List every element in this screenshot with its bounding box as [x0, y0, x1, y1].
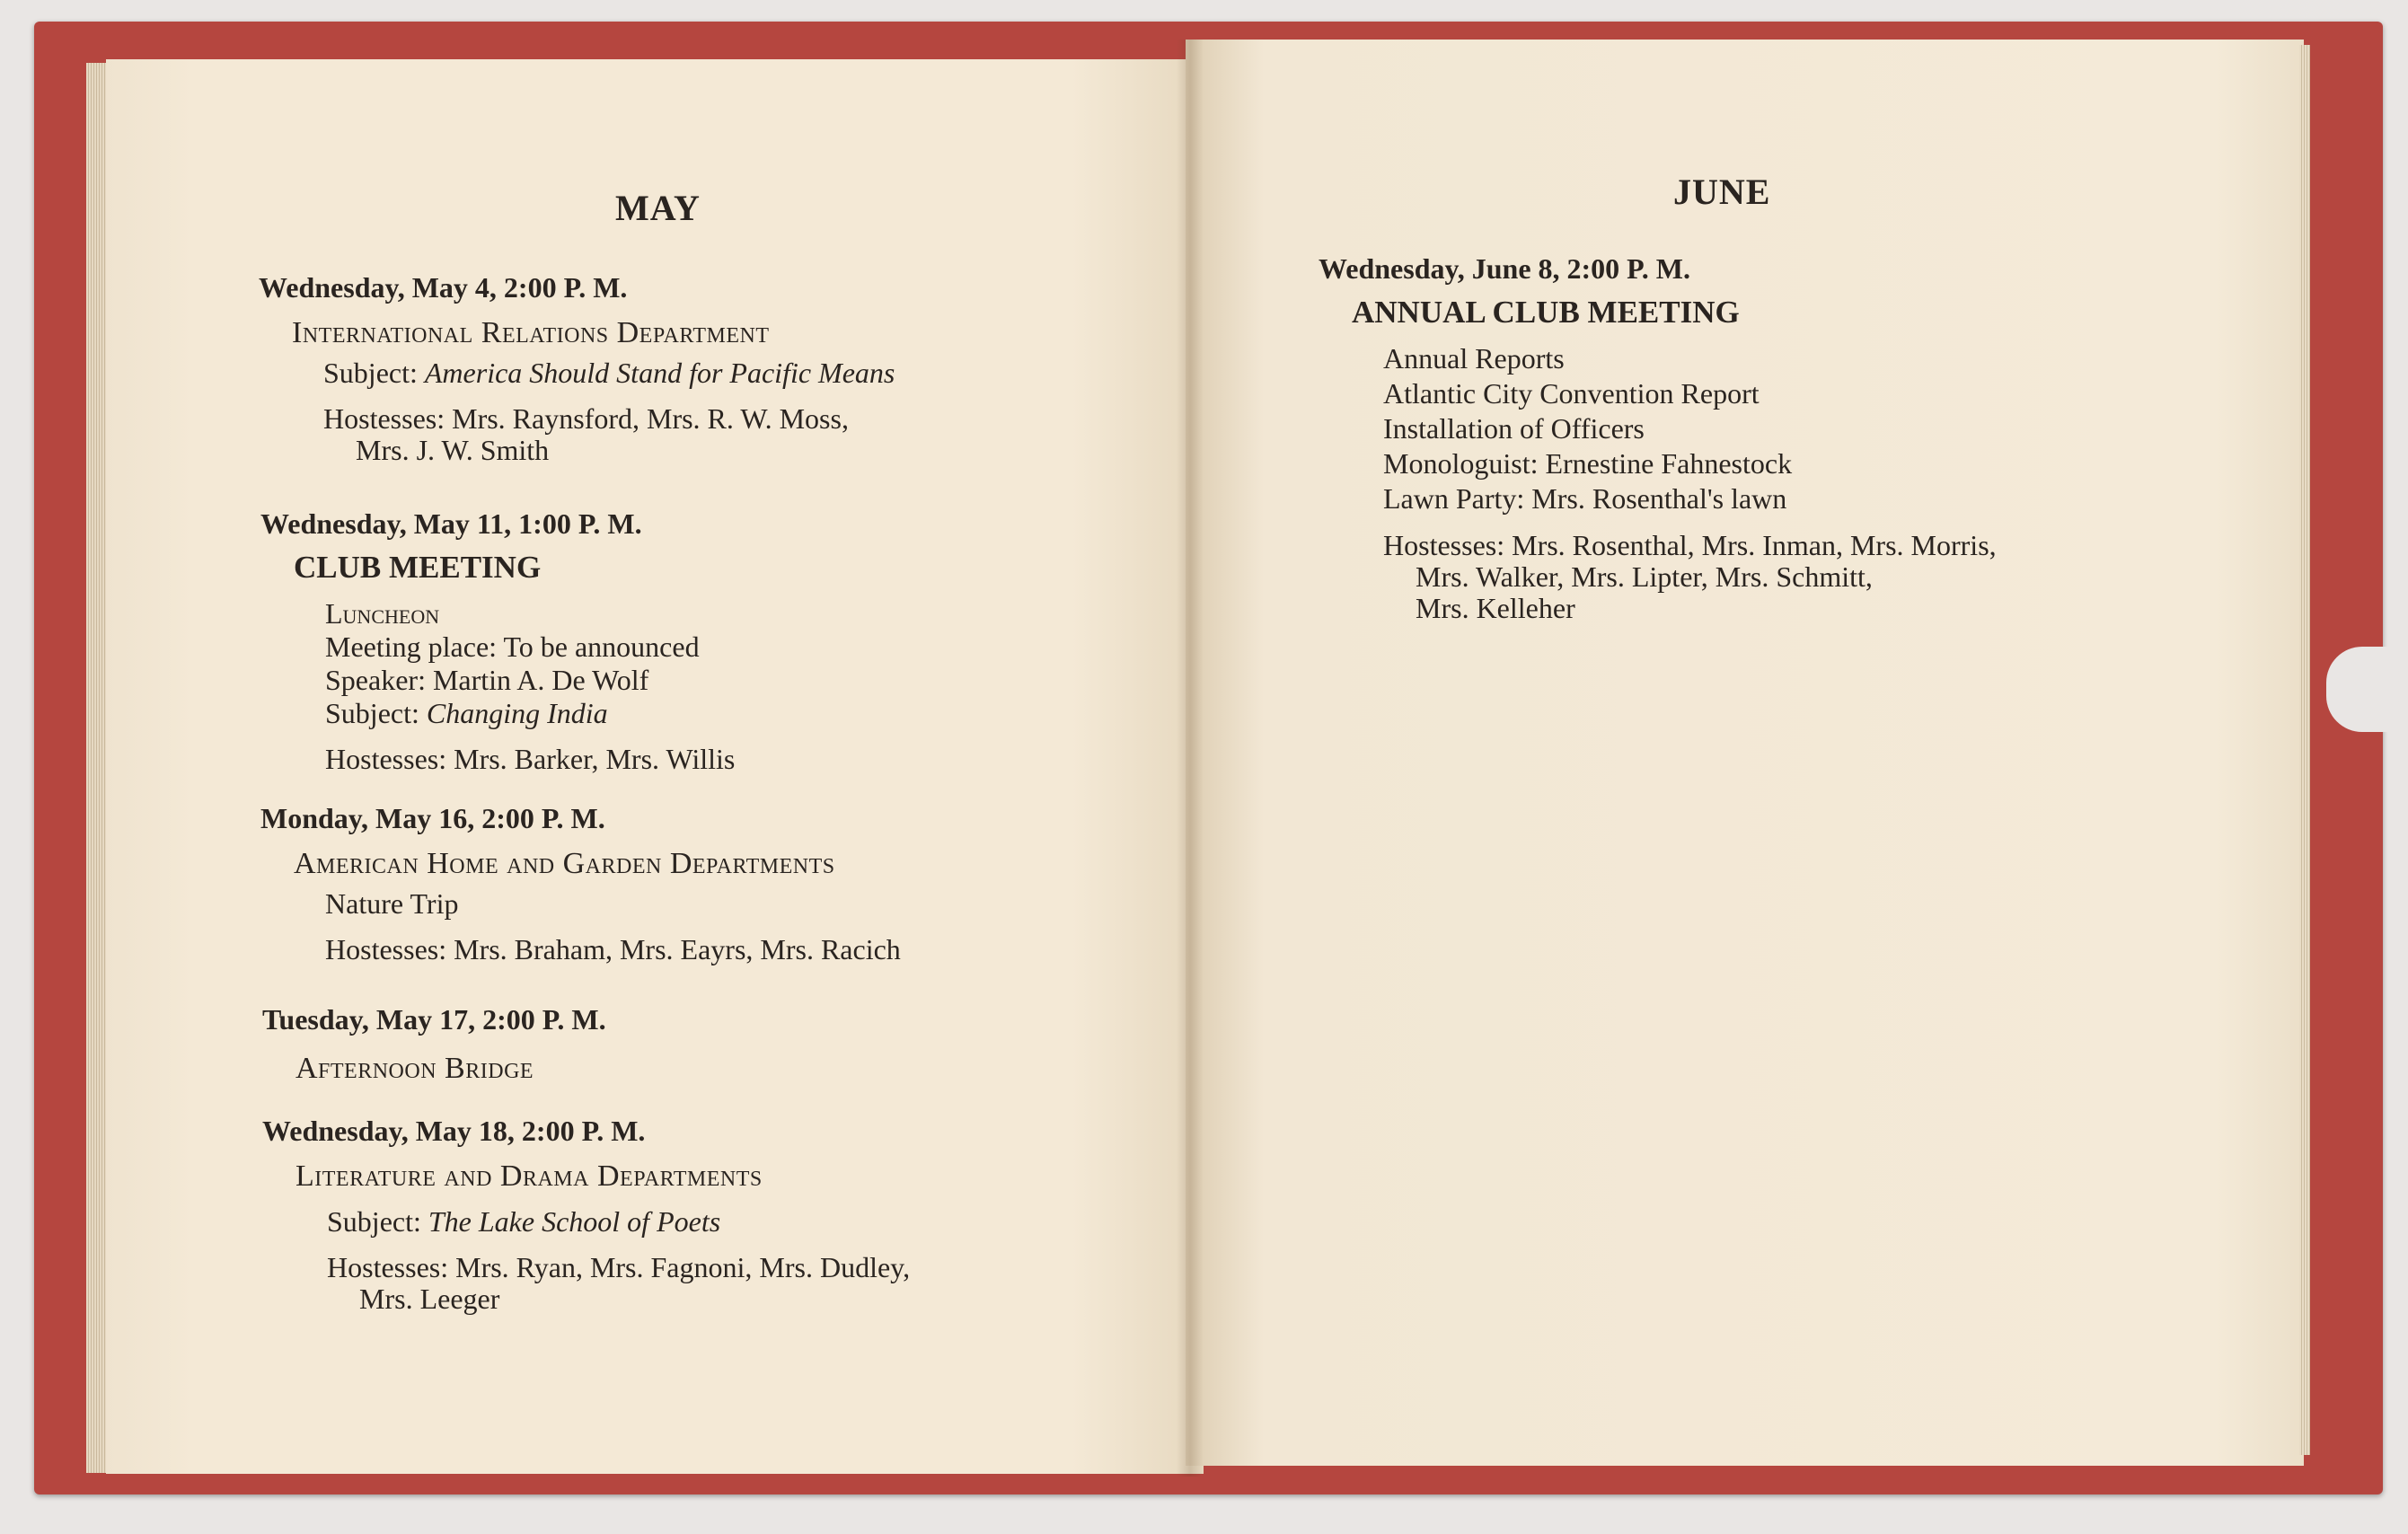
event-hostesses: Hostesses: Mrs. Ryan, Mrs. Fagnoni, Mrs. Dudley, Mrs. Leeger: [327, 1250, 911, 1315]
month-title-june: JUNE: [1673, 172, 1771, 212]
department-name: International Relations Department: [292, 316, 770, 350]
meeting-place: Meeting place: To be announced: [325, 630, 700, 663]
event-may-18: [262, 1115, 910, 1315]
event-hostesses: Hostesses: Mrs. Raynsford, Mrs. R. W. Moss, Mrs. J. W. Smith: [323, 401, 849, 466]
book-gutter: [1177, 40, 1204, 1477]
event-may-4: [259, 272, 895, 466]
event-subject: Subject: America Should Stand for Pacific Means: [323, 356, 895, 389]
event-subject: Subject: The Lake School of Poets: [327, 1204, 721, 1238]
event-hostesses: Hostesses: Mrs. Rosenthal, Mrs. Inman, Mrs. Morris, Mrs. Walker, Mrs. Lipter, Mrs. Schmitt, Mrs. Kelleher: [1383, 528, 1997, 624]
agenda-item: Installation of Officers: [1383, 412, 1645, 445]
event-hostesses: Hostesses: Mrs. Barker, Mrs. Willis: [325, 743, 736, 776]
month-title-may: MAY: [615, 188, 701, 228]
left-page: [106, 59, 1204, 1474]
speaker: Speaker: Martin A. De Wolf: [325, 664, 649, 697]
luncheon-label: Luncheon: [325, 596, 440, 630]
event-date: Wednesday, May 18, 2:00 P. M.: [262, 1115, 646, 1147]
annual-meeting-heading: ANNUAL CLUB MEETING: [1352, 295, 1740, 331]
right-page-edges: [2299, 45, 2310, 1455]
right-page: [1186, 40, 2304, 1466]
agenda-item: Monologuist: Ernestine Fahnestock: [1383, 447, 1793, 480]
event-hostesses: Hostesses: Mrs. Braham, Mrs. Eayrs, Mrs. Racich: [325, 932, 901, 965]
event-may-16: [260, 803, 901, 965]
subject-title: Changing India: [426, 697, 608, 730]
subject-title: The Lake School of Poets: [428, 1204, 721, 1238]
activity: Nature Trip: [325, 886, 459, 920]
event-date: Wednesday, May 11, 1:00 P. M.: [260, 507, 642, 540]
event-date: Wednesday, June 8, 2:00 P. M.: [1319, 252, 1690, 285]
cover-notch: [2326, 647, 2389, 732]
department-name: Afternoon Bridge: [295, 1052, 534, 1086]
event-may-17: [262, 1004, 606, 1086]
agenda-item: Lawn Party: Mrs. Rosenthal's lawn: [1383, 482, 1787, 516]
event-date: Wednesday, May 4, 2:00 P. M.: [259, 271, 628, 304]
event-may-11: [260, 508, 735, 776]
event-subject: Subject: Changing India: [325, 697, 608, 730]
event-date: Monday, May 16, 2:00 P. M.: [260, 802, 605, 834]
subject-title: America Should Stand for Pacific Means: [424, 356, 895, 389]
department-name: Literature and Drama Departments: [295, 1159, 763, 1194]
left-page-edges: [86, 63, 106, 1473]
department-name: American Home and Garden Departments: [294, 847, 835, 881]
event-june-8: [1319, 253, 1997, 624]
event-date: Tuesday, May 17, 2:00 P. M.: [262, 1003, 606, 1036]
agenda-item: Annual Reports: [1383, 341, 1565, 375]
club-meeting-heading: CLUB MEETING: [294, 550, 542, 586]
agenda-item: Atlantic City Convention Report: [1383, 376, 1760, 410]
